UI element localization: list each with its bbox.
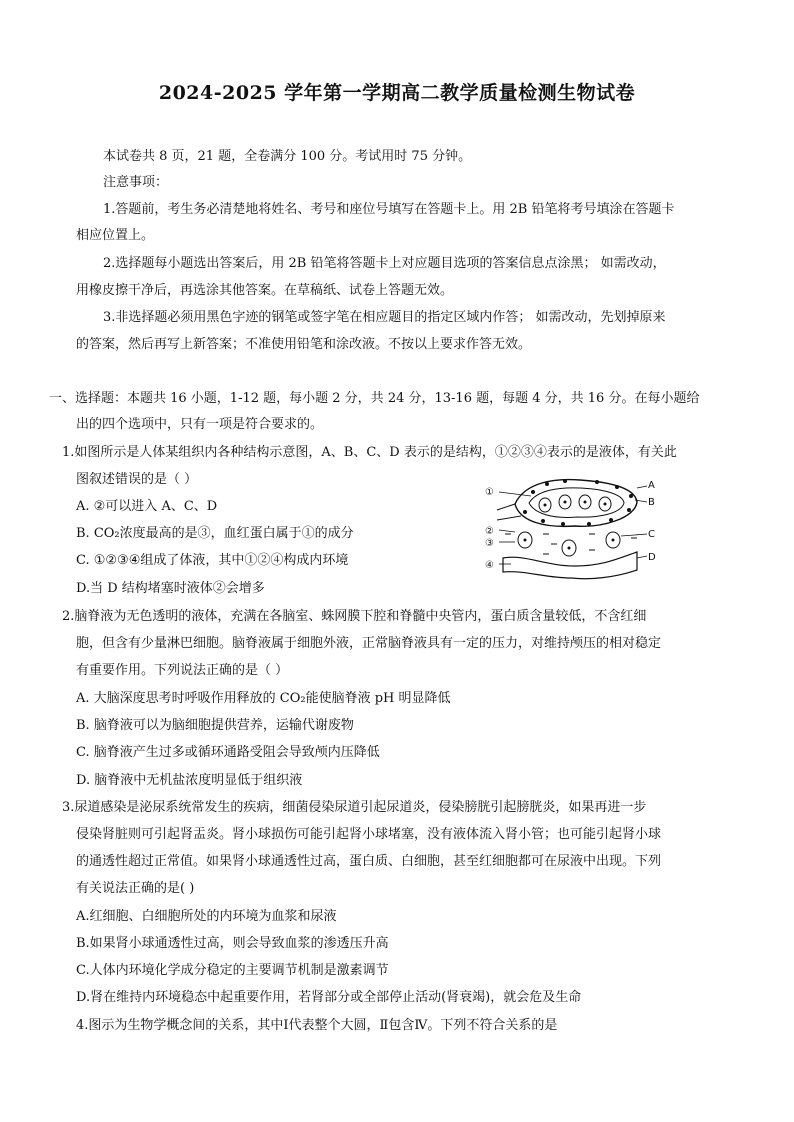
q1-stem-line2: 图叙述错误的是（ ） — [76, 472, 198, 487]
q2-option-a: A. 大脑深度思考时呼吸作用释放的 CO₂能使脑脊液 pH 明显降低 — [76, 691, 451, 706]
tissue-structure-diagram — [485, 474, 657, 582]
diagram-label-c: C — [648, 529, 655, 540]
paper-info: 本试卷共 8 页，21 题，全卷满分 100 分。考试用时 75 分钟。 — [103, 149, 472, 164]
q1-option-a: A. ②可以进入 A、C、D — [76, 499, 218, 514]
q1-stem-line1: 1.如图所示是人体某组织内各种结构示意图，A、B、C、D 表示的是结构，①②③④表示的是液体，有关此 — [62, 445, 677, 460]
note-2-line2: 用橡皮擦干净后，再选涂其他答案。在草稿纸、试卷上答题无效。 — [76, 283, 454, 298]
q3-option-c: C.人体内环境化学成分稳定的主要调节机制是激素调节 — [76, 963, 389, 978]
page-title: 2024-2025 学年第一学期高二教学质量检测生物试卷 — [158, 82, 636, 104]
q2-option-b: B. 脑脊液可以为脑细胞提供营养，运输代谢废物 — [76, 718, 354, 733]
section-heading-line2: 出的四个选项中，只有一项是符合要求的。 — [76, 417, 324, 432]
diagram-label-4: ④ — [485, 560, 494, 571]
diagram-label-a: A — [648, 480, 655, 491]
q2-stem-line2: 胞，但含有少量淋巴细胞。脑脊液属于细胞外液，正常脑脊液具有一定的压力，对维持颅压的相对稳定 — [76, 636, 662, 651]
note-1-line1: 1.答题前，考生务必清楚地将姓名、考号和座位号填写在答题卡上。用 2B 铅笔将考号填涂在答题卡 — [103, 202, 675, 217]
q2-stem-line1: 2.脑脊液为无色透明的液体，充满在各脑室、蛛网膜下腔和脊髓中央管内，蛋白质含量较低，不含红细 — [62, 609, 647, 624]
diagram-label-1: ① — [485, 487, 494, 498]
diagram-label-2: ② — [485, 526, 494, 537]
note-1-line2: 相应位置上。 — [76, 228, 155, 243]
q1-option-c: C. ①②③④组成了体液，其中①②④构成内环境 — [76, 553, 349, 568]
q1-option-d: D.当 D 结构堵塞时液体②会增多 — [76, 581, 265, 596]
q3-stem-line2: 侵染肾脏则可引起肾盂炎。肾小球损伤可能引起肾小球堵塞，没有液体流入肾小管；也可能引起肾小球 — [76, 827, 662, 842]
diagram-label-3: ③ — [485, 538, 494, 549]
q3-stem-line4: 有关说法正确的是( ) — [76, 881, 195, 896]
q2-option-c: C. 脑脊液产生过多或循环通路受阻会导致颅内压降低 — [76, 745, 380, 760]
q2-stem-line3: 有重要作用。下列说法正确的是（ ） — [76, 663, 289, 678]
diagram-label-b: B — [648, 497, 655, 508]
q3-stem-line3: 的通透性超过正常值。如果肾小球通透性过高，蛋白质、白细胞，甚至红细胞都可在尿液中出现。下列 — [76, 854, 662, 869]
q4-stem-line1: 4.图示为生物学概念间的关系，其中Ⅰ代表整个大圆，Ⅱ包含Ⅳ。下列不符合关系的是 — [76, 1018, 558, 1033]
q3-option-d: D.肾在维持内环境稳态中起重要作用，若肾部分或全部停止活动(肾衰竭)，就会危及生命 — [76, 990, 582, 1005]
note-2-line1: 2.选择题每小题选出答案后，用 2B 铅笔将答题卡上对应题目选项的答案信息点涂黑； 如需改动， — [103, 256, 666, 271]
q2-option-d: D. 脑脊液中无机盐浓度明显低于组织液 — [76, 773, 303, 788]
q3-stem-line1: 3.尿道感染是泌尿系统常发生的疾病，细菌侵染尿道引起尿道炎，侵染膀胱引起膀胱炎，如果再进一步 — [62, 800, 647, 815]
note-3-line2: 的答案，然后再写上新答案；不准使用铅笔和涂改液。不按以上要求作答无效。 — [76, 337, 532, 352]
diagram-label-d: D — [648, 552, 656, 563]
section-heading-line1: 一、选择题：本题共 16 小题，1-12 题，每小题 2 分，共 24 分，13-16 题，每题 4 分，共 16 分。在每小题给 — [49, 391, 700, 406]
q1-option-b: B. CO₂浓度最高的是③，血红蛋白属于①的成分 — [76, 526, 354, 541]
q3-option-b: B.如果肾小球通透性过高，则会导致血浆的渗透压升高 — [76, 936, 389, 951]
notice-heading: 注意事项： — [103, 175, 169, 190]
q3-option-a: A.红细胞、白细胞所处的内环境为血浆和尿液 — [76, 909, 337, 924]
note-3-line1: 3.非选择题必须用黑色字迹的钢笔或签字笔在相应题目的指定区域内作答； 如需改动，先划掉原来 — [103, 310, 666, 325]
